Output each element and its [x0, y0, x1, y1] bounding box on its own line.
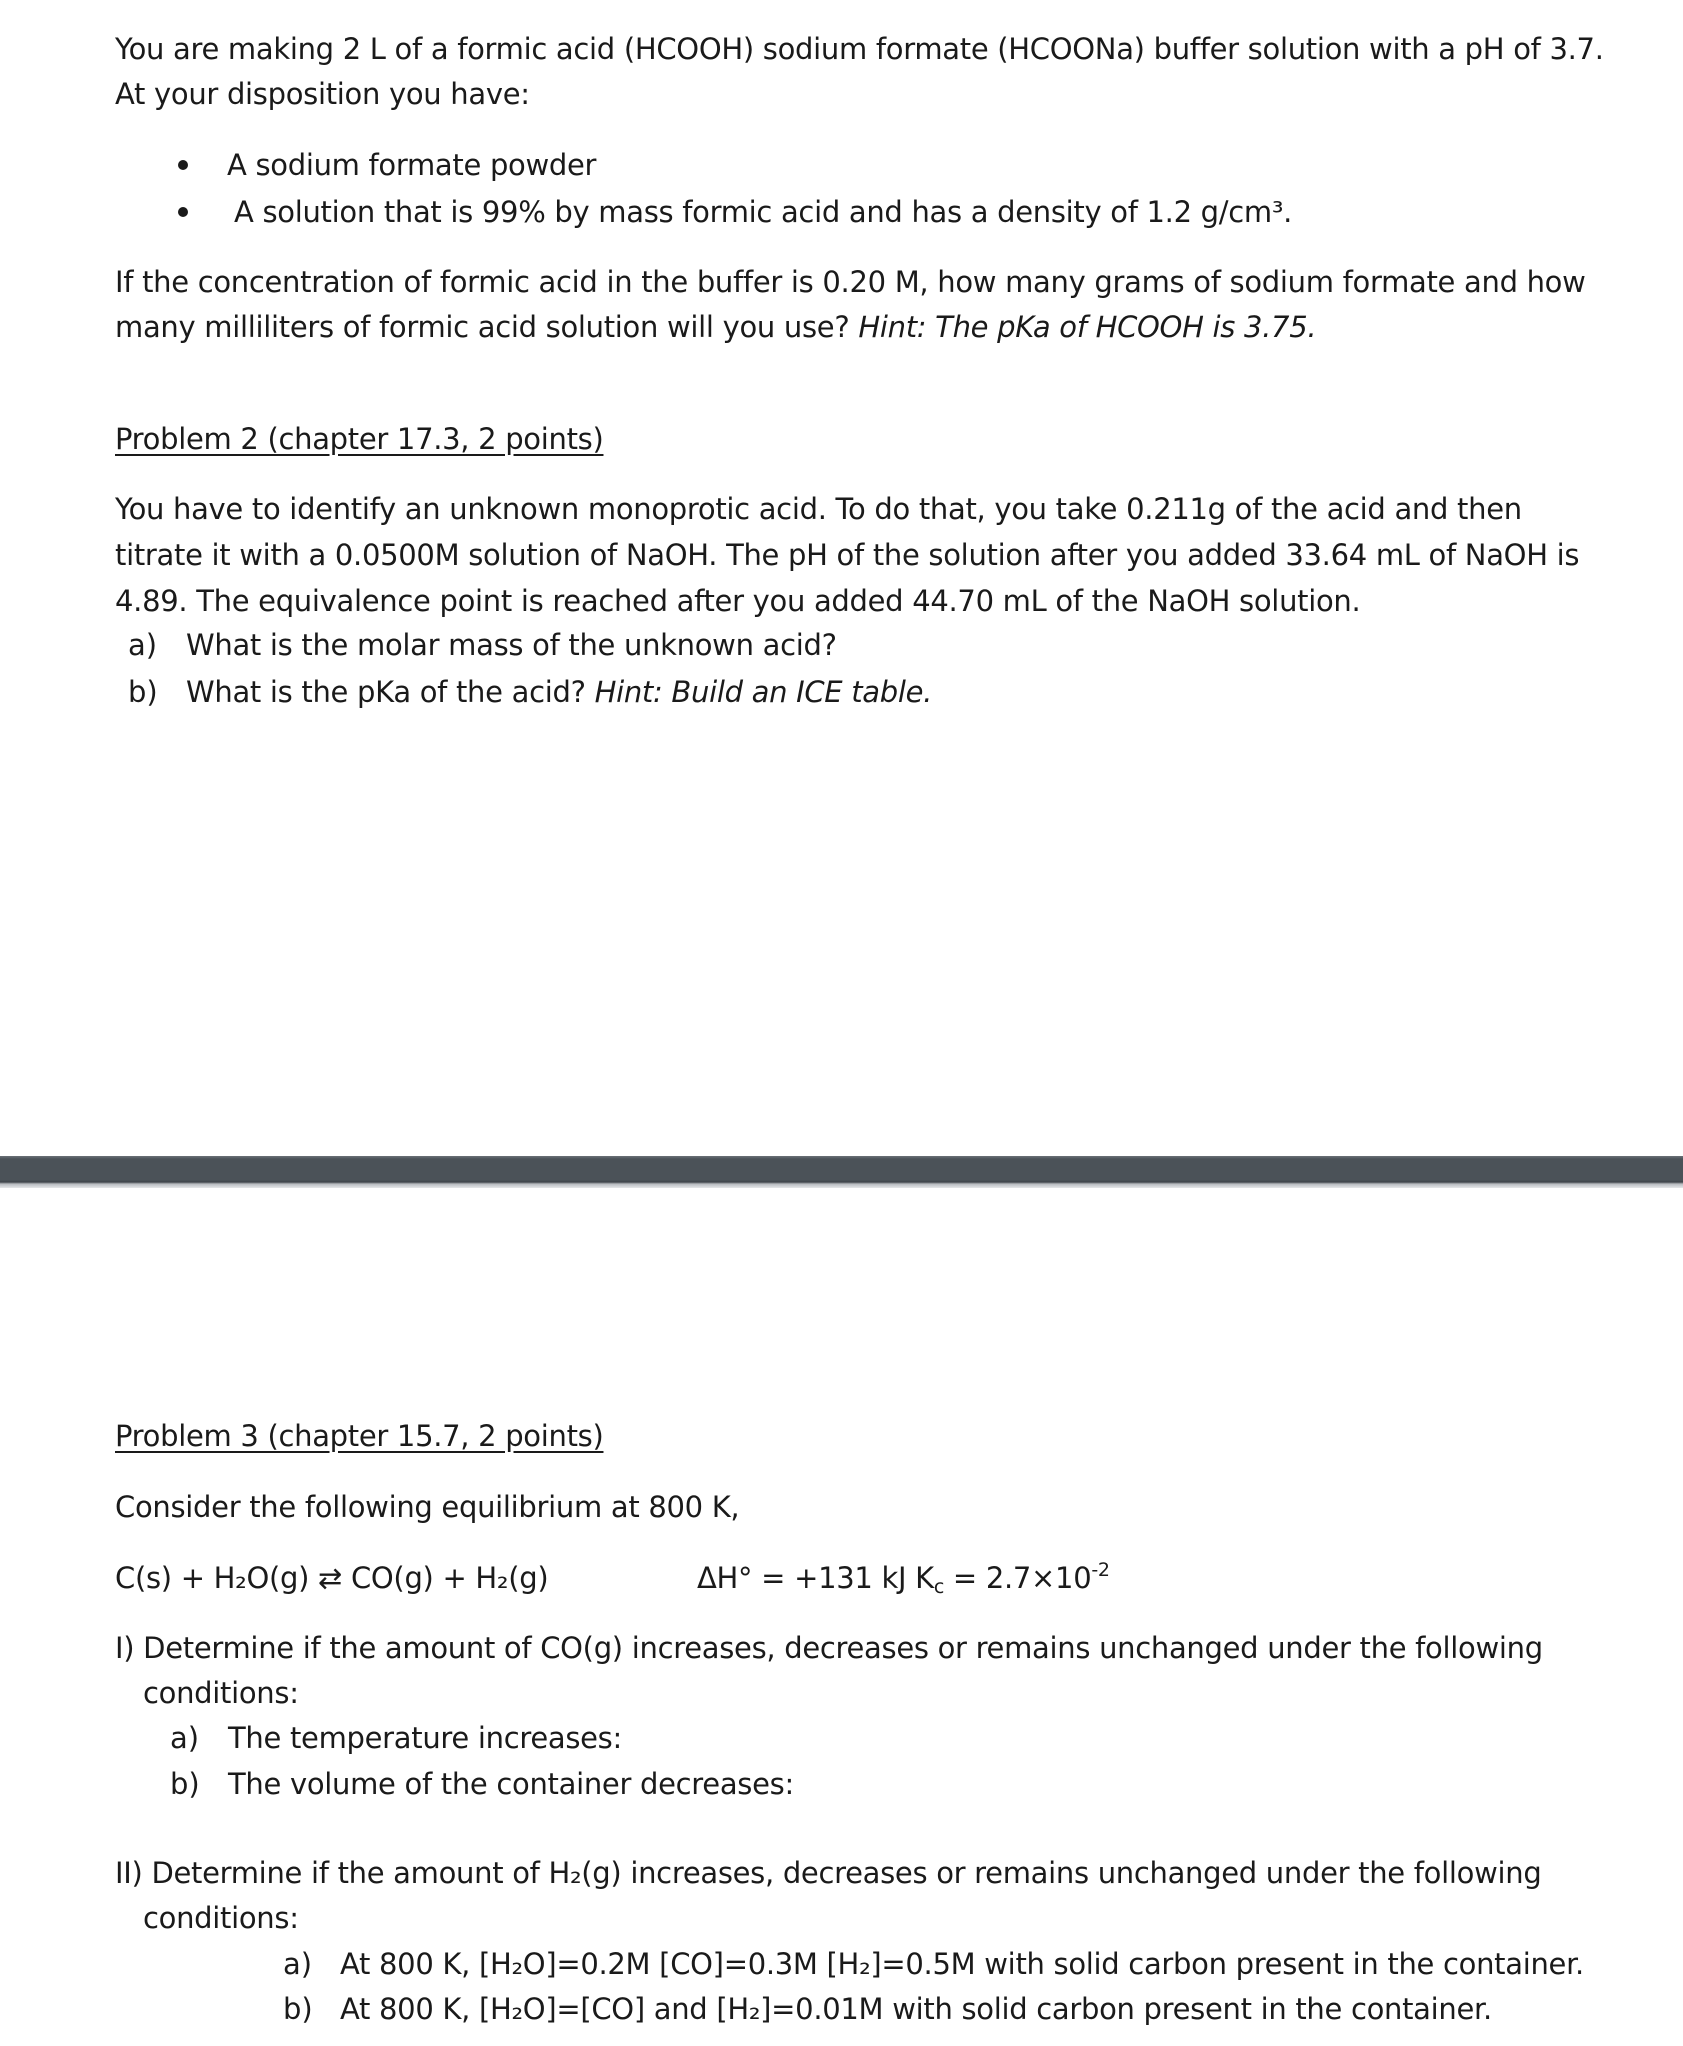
problem3-part2-item-b-marker: b) — [283, 1992, 313, 2026]
problem3-part2-item-b-text: At 800 K, [H₂O]=[CO] and [H₂]=0.01M with solid carbon present in the container. — [340, 1992, 1492, 2026]
problem1-hint: Hint: The pKa of HCOOH is 3.75. — [858, 310, 1317, 344]
problem3-reaction: C(s) + H₂O(g) ⇄ CO(g) + H₂(g) — [115, 1561, 549, 1595]
problem2-item-b-wrap — [186, 669, 932, 715]
problem2-item-a-marker: a) — [128, 628, 158, 662]
problem2-item-b-marker: b) — [128, 675, 158, 709]
problem1-intro-line2: At your disposition you have: — [115, 77, 530, 111]
problem3-kc-value: = 2.7×10 — [952, 1561, 1092, 1595]
problem3-kc-exp: -2 — [1091, 1559, 1110, 1581]
problem3-kc-label: K — [915, 1561, 934, 1595]
problem3-part2-item-a-marker: a) — [283, 1947, 313, 1981]
problem3-enthalpy: ΔH° = +131 kJ — [697, 1561, 907, 1595]
problem2-item-b-text: What is the pKa of the acid? — [186, 675, 586, 709]
problem3-part1-line1: I) Determine if the amount of CO(g) increases, decreases or remains unchanged under the following — [115, 1631, 1543, 1665]
problem1-question-line2: many milliliters of formic acid solution will you use? — [115, 310, 850, 344]
problem3-intro: Consider the following equilibrium at 800 K, — [115, 1490, 740, 1524]
problem3-part1-item-a-marker: a) — [170, 1721, 200, 1755]
problem3-part2-item-a-text: At 800 K, [H₂O]=0.2M [CO]=0.3M [H₂]=0.5M with solid carbon present in the container. — [340, 1947, 1584, 1981]
bullet-icon — [178, 207, 188, 217]
problem3-part1-item-b-text: The volume of the container decreases: — [228, 1767, 794, 1801]
problem3-part1-item-b-marker: b) — [170, 1767, 200, 1801]
problem3-part2-line1: II) Determine if the amount of H₂(g) increases, decreases or remains unchanged under the following — [115, 1856, 1542, 1890]
problem2-heading: Problem 2 (chapter 17.3, 2 points) — [115, 422, 604, 456]
problem3-kc-sub: c — [933, 1576, 944, 1598]
problem1-bullet-1: A sodium formate powder — [227, 148, 597, 182]
problem3-heading: Problem 3 (chapter 15.7, 2 points) — [115, 1419, 604, 1453]
bullet-icon — [178, 160, 188, 170]
problem2-item-a-text: What is the molar mass of the unknown acid? — [186, 628, 837, 662]
problem2-item-b-hint: Hint: Build an ICE table. — [594, 675, 933, 709]
problem3-part1-item-a-text: The temperature increases: — [228, 1721, 622, 1755]
problem3-constants — [697, 1555, 1110, 1601]
problem1-bullet-2: A solution that is 99% by mass formic acid and has a density of 1.2 g/cm³. — [234, 195, 1293, 229]
page-divider — [0, 1156, 1683, 1188]
problem2-body-line3: 4.89. The equivalence point is reached after you added 44.70 mL of the NaOH solution. — [115, 584, 1361, 618]
problem2-body-line1: You have to identify an unknown monoprotic acid. To do that, you take 0.211g of the acid and then — [115, 492, 1522, 526]
problem1-question-line1: If the concentration of formic acid in the buffer is 0.20 M, how many grams of sodium formate and how — [115, 265, 1586, 299]
problem2-body-line2: titrate it with a 0.0500M solution of NaOH. The pH of the solution after you added 33.64 mL of NaOH is — [115, 538, 1580, 572]
problem1-intro-line1: You are making 2 L of a formic acid (HCOOH) sodium formate (HCOONa) buffer solution with a pH of 3.7. — [115, 32, 1604, 66]
problem3-part2-line2: conditions: — [143, 1901, 299, 1935]
problem3-part1-line2: conditions: — [143, 1676, 299, 1710]
problem1-question-line2-wrap — [115, 304, 1316, 350]
